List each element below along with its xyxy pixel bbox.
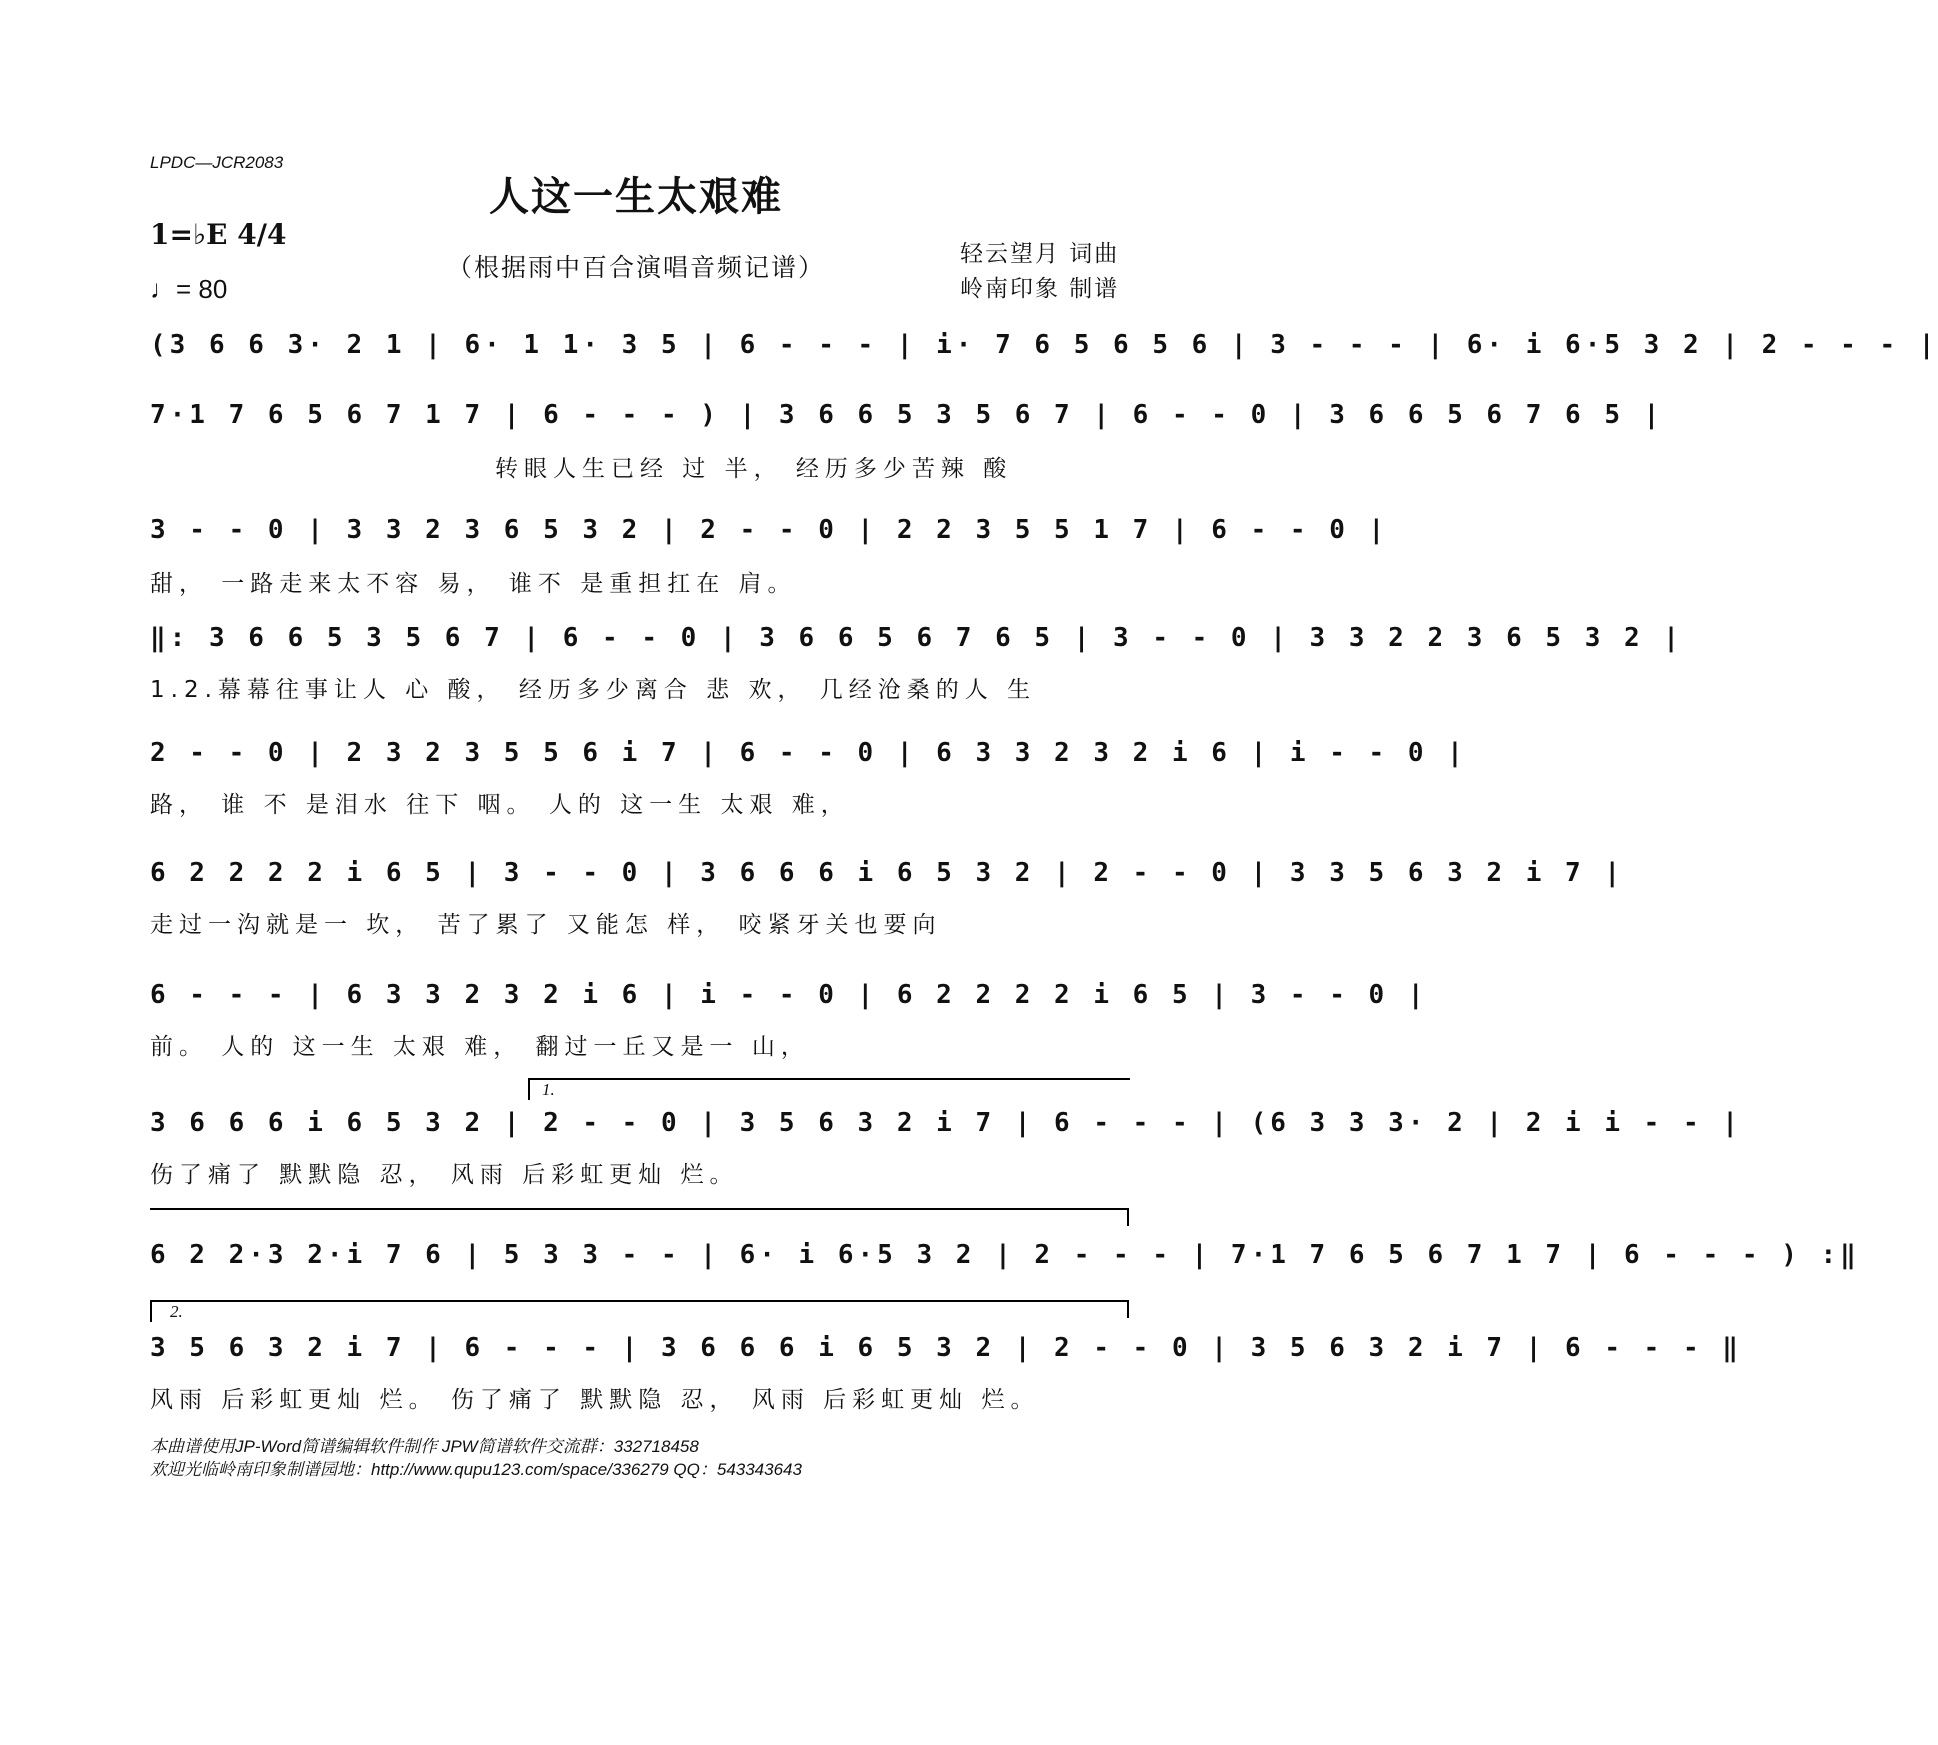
lyrics-line: 1.2.幕幕往事让人 心 酸， 经历多少离合 悲 欢， 几经沧桑的人 生 bbox=[150, 677, 1037, 703]
notation-line: 2 - - 0 | 2 3 2 3 5 5 6 i 7 | 6 - - 0 | 6 3 3 2 3 2 i 6 | i - - 0 | bbox=[150, 738, 1467, 768]
volta-bracket-1 bbox=[528, 1078, 1130, 1080]
footer-site-note: 欢迎光临岭南印象制谱园地：http://www.qupu123.com/space/336279 QQ：543343643 bbox=[150, 1460, 802, 1479]
notation-line: 3 6 6 6 i 6 5 3 2 | 2 - - 0 | 3 5 6 3 2 i 7 | 6 - - - | (6 3 3 3· 2 | 2 i i - - | bbox=[150, 1108, 1742, 1138]
lyrics-line: 走过一沟就是一 坎， 苦了累了 又能怎 样， 咬紧牙关也要向 bbox=[150, 912, 942, 938]
volta-bracket-1-edge bbox=[528, 1078, 530, 1100]
volta-bracket-continue bbox=[150, 1208, 1128, 1210]
tempo-marking: ♩= 80 bbox=[150, 274, 228, 304]
lyrics-line: 伤了痛了 默默隐 忍， 风雨 后彩虹更灿 烂。 bbox=[150, 1162, 739, 1188]
volta-label-1: 1. bbox=[542, 1080, 555, 1099]
notation-line: 3 5 6 3 2 i 7 | 6 - - - | 3 6 6 6 i 6 5 3 2 | 2 - - 0 | 3 5 6 3 2 i 7 | 6 - - - ‖ bbox=[150, 1333, 1742, 1363]
lyrics-line: 转眼人生已经 过 半， 经历多少苦辣 酸 bbox=[495, 456, 1013, 482]
notation-line: 7·1 7 6 5 6 7 1 7 | 6 - - - ) | 3 6 6 5 3 5 6 7 | 6 - - 0 | 3 6 6 5 6 7 6 5 | bbox=[150, 400, 1664, 430]
notation-line: 6 2 2 2 2 i 6 5 | 3 - - 0 | 3 6 6 6 i 6 5 3 2 | 2 - - 0 | 3 3 5 6 3 2 i 7 | bbox=[150, 858, 1624, 888]
notation-line: ‖: 3 6 6 5 3 5 6 7 | 6 - - 0 | 3 6 6 5 6 7 6 5 | 3 - - 0 | 3 3 2 2 3 6 5 3 2 | bbox=[150, 623, 1683, 653]
notation-line: 6 2 2·3 2·i 7 6 | 5 3 3 - - | 6· i 6·5 3 2 | 2 - - - | 7·1 7 6 5 6 7 1 7 | 6 - - - ) :‖ bbox=[150, 1240, 1860, 1270]
volta-bracket-continue-edge bbox=[1127, 1208, 1129, 1226]
credit-words-music: 轻云望月 词曲 bbox=[960, 241, 1120, 267]
lyrics-line: 前。 人的 这一生 太艰 难， 翻过一丘又是一 山， bbox=[150, 1034, 810, 1060]
key-signature: 1=♭E 4/4 bbox=[150, 218, 287, 251]
score-code: LPDC—JCR2083 bbox=[150, 153, 284, 172]
notation-line: 6 - - - | 6 3 3 2 3 2 i 6 | i - - 0 | 6 2 2 2 2 i 6 5 | 3 - - 0 | bbox=[150, 980, 1428, 1010]
volta-bracket-2 bbox=[150, 1300, 1128, 1302]
subtitle: （根据雨中百合演唱音频记谱） bbox=[446, 253, 825, 282]
credit-notation: 岭南印象 制谱 bbox=[960, 276, 1120, 302]
notation-line: (3 6 6 3· 2 1 | 6· 1 1· 3 5 | 6 - - - | i· 7 6 5 6 5 6 | 3 - - - | 6· i 6·5 3 2 | 2 - - - | bbox=[150, 330, 1938, 360]
volta-label-2: 2. bbox=[170, 1302, 183, 1321]
lyrics-line: 风雨 后彩虹更灿 烂。 伤了痛了 默默隐 忍， 风雨 后彩虹更灿 烂。 bbox=[150, 1387, 1040, 1413]
volta-bracket-2-edge bbox=[150, 1300, 152, 1322]
notation-line: 3 - - 0 | 3 3 2 3 6 5 3 2 | 2 - - 0 | 2 2 3 5 5 1 7 | 6 - - 0 | bbox=[150, 515, 1389, 545]
footer-software-note: 本曲谱使用JP-Word简谱编辑软件制作 JPW简谱软件交流群：332718458 bbox=[150, 1437, 699, 1456]
page-title: 人这一生太艰难 bbox=[489, 173, 783, 220]
lyrics-line: 路， 谁 不 是泪水 往下 咽。 人的 这一生 太艰 难， bbox=[150, 792, 850, 818]
volta-bracket-2-end bbox=[1127, 1300, 1129, 1318]
lyrics-line: 甜， 一路走来太不容 易， 谁不 是重担扛在 肩。 bbox=[150, 571, 797, 597]
